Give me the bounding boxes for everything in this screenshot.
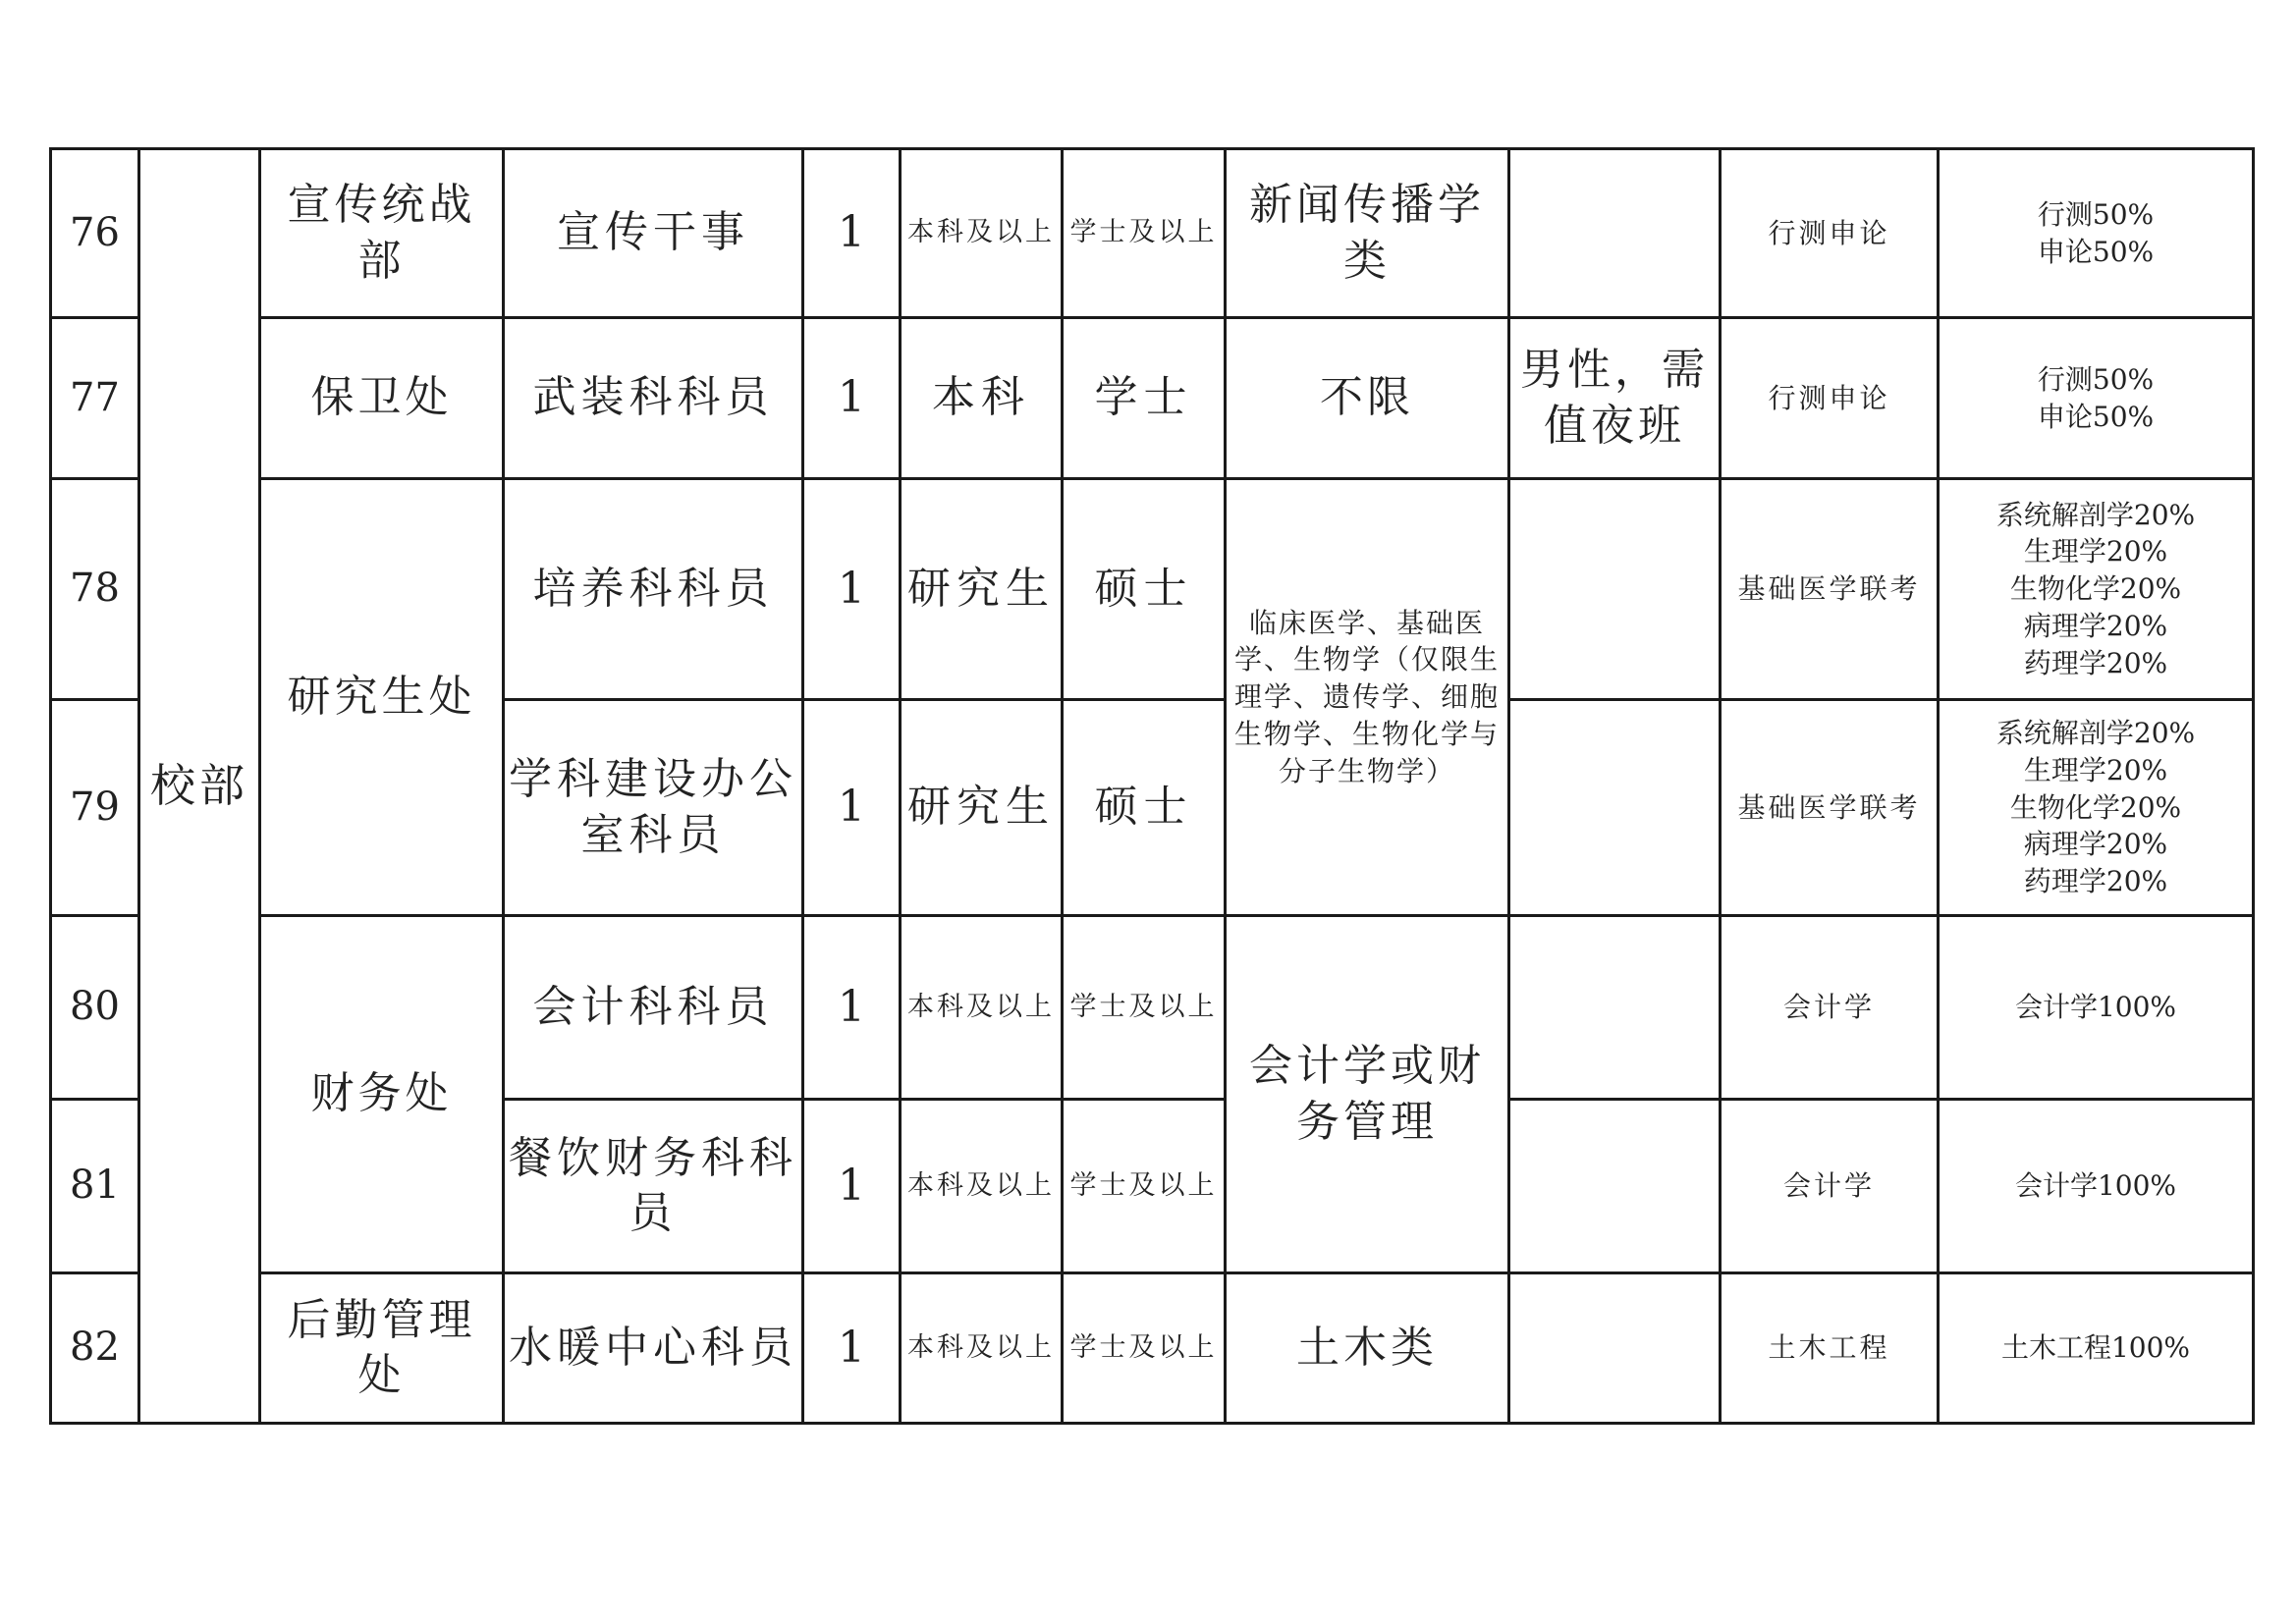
weight-line: 行测50% <box>2037 362 2155 396</box>
degree-cell: 学士及以上 <box>1063 1100 1226 1273</box>
other-requirement-cell <box>1509 1273 1721 1424</box>
degree-cell: 学士及以上 <box>1063 916 1226 1100</box>
row-number: 78 <box>51 479 139 700</box>
major-cell: 会计学或财务管理 <box>1226 916 1509 1273</box>
score-weight-cell <box>1939 318 2254 479</box>
exam-subject-cell: 会计学 <box>1721 916 1939 1100</box>
table-row <box>51 916 2254 1100</box>
education-cell: 本科及以上 <box>901 1273 1063 1424</box>
department-cell: 宣传统战部 <box>260 149 504 318</box>
degree-cell: 硕士 <box>1063 479 1226 700</box>
major-cell: 新闻传播学类 <box>1226 149 1509 318</box>
weight-line: 生理学20% <box>2023 535 2168 568</box>
headcount-cell: 1 <box>803 700 901 916</box>
headcount-cell: 1 <box>803 916 901 1100</box>
exam-subject-cell: 行测申论 <box>1721 149 1939 318</box>
education-cell: 本科及以上 <box>901 1100 1063 1273</box>
headcount-cell: 1 <box>803 479 901 700</box>
other-requirement-cell <box>1509 916 1721 1100</box>
position-cell: 武装科科员 <box>504 318 803 479</box>
row-number: 80 <box>51 916 139 1100</box>
weight-line: 行测50% <box>2037 197 2155 231</box>
major-cell: 土木类 <box>1226 1273 1509 1424</box>
education-cell: 研究生 <box>901 700 1063 916</box>
exam-subject-cell: 基础医学联考 <box>1721 479 1939 700</box>
weight-line: 病理学20% <box>2023 828 2168 861</box>
row-number: 82 <box>51 1273 139 1424</box>
exam-subject-cell: 基础医学联考 <box>1721 700 1939 916</box>
other-requirement-cell <box>1509 149 1721 318</box>
position-cell: 宣传干事 <box>504 149 803 318</box>
headcount-cell: 1 <box>803 318 901 479</box>
department-cell: 研究生处 <box>260 479 504 916</box>
weight-line: 药理学20% <box>2023 646 2168 679</box>
major-cell: 临床医学、基础医学、生物学（仅限生理学、遗传学、细胞生物学、生物化学与分子生物学） <box>1226 479 1509 916</box>
other-requirement-cell <box>1509 1100 1721 1273</box>
weight-line: 生理学20% <box>2023 753 2168 786</box>
weight-line: 生物化学20% <box>2009 572 2182 606</box>
education-cell: 研究生 <box>901 479 1063 700</box>
exam-subject-cell: 会计学 <box>1721 1100 1939 1273</box>
position-cell: 会计科科员 <box>504 916 803 1100</box>
table-row <box>51 149 2254 318</box>
headcount-cell: 1 <box>803 1273 901 1424</box>
position-cell: 水暖中心科员 <box>504 1273 803 1424</box>
weight-line: 药理学20% <box>2023 865 2168 898</box>
position-cell: 学科建设办公室科员 <box>504 700 803 916</box>
row-number: 77 <box>51 318 139 479</box>
unit-cell: 校部 <box>139 149 260 1424</box>
score-weight-cell <box>1939 916 2254 1100</box>
education-cell: 本科 <box>901 318 1063 479</box>
row-number: 79 <box>51 700 139 916</box>
weight-line: 系统解剖学20% <box>1995 717 2196 749</box>
department-cell: 保卫处 <box>260 318 504 479</box>
table-row <box>51 479 2254 700</box>
department-cell: 财务处 <box>260 916 504 1273</box>
table-row <box>51 318 2254 479</box>
degree-cell: 学士 <box>1063 318 1226 479</box>
headcount-cell: 1 <box>803 1100 901 1273</box>
education-cell: 本科及以上 <box>901 149 1063 318</box>
recruitment-table <box>49 147 2255 1425</box>
weight-line: 生物化学20% <box>2009 790 2182 824</box>
degree-cell: 硕士 <box>1063 700 1226 916</box>
other-requirement-cell <box>1509 700 1721 916</box>
row-number: 76 <box>51 149 139 318</box>
department-cell: 后勤管理处 <box>260 1273 504 1424</box>
education-cell: 本科及以上 <box>901 916 1063 1100</box>
other-requirement-cell <box>1509 479 1721 700</box>
position-cell: 餐饮财务科科员 <box>504 1100 803 1273</box>
row-number: 81 <box>51 1100 139 1273</box>
weight-line: 申论50% <box>2037 235 2155 268</box>
degree-cell: 学士及以上 <box>1063 1273 1226 1424</box>
weight-line: 会计学100% <box>2014 1169 2177 1203</box>
weight-line: 申论50% <box>2037 400 2155 433</box>
major-cell: 不限 <box>1226 318 1509 479</box>
score-weight-cell <box>1939 479 2254 700</box>
score-weight-cell <box>1939 1100 2254 1273</box>
headcount-cell: 1 <box>803 149 901 318</box>
score-weight-cell <box>1939 1273 2254 1424</box>
other-requirement-cell: 男性，需值夜班 <box>1509 318 1721 479</box>
score-weight-cell <box>1939 700 2254 916</box>
position-cell: 培养科科员 <box>504 479 803 700</box>
weight-line: 病理学20% <box>2023 609 2168 642</box>
score-weight-cell <box>1939 149 2254 318</box>
exam-subject-cell: 行测申论 <box>1721 318 1939 479</box>
table-row <box>51 1273 2254 1424</box>
weight-line: 系统解剖学20% <box>1995 498 2196 531</box>
weight-line: 会计学100% <box>2014 991 2177 1024</box>
weight-line: 土木工程100% <box>2000 1331 2191 1365</box>
exam-subject-cell: 土木工程 <box>1721 1273 1939 1424</box>
degree-cell: 学士及以上 <box>1063 149 1226 318</box>
